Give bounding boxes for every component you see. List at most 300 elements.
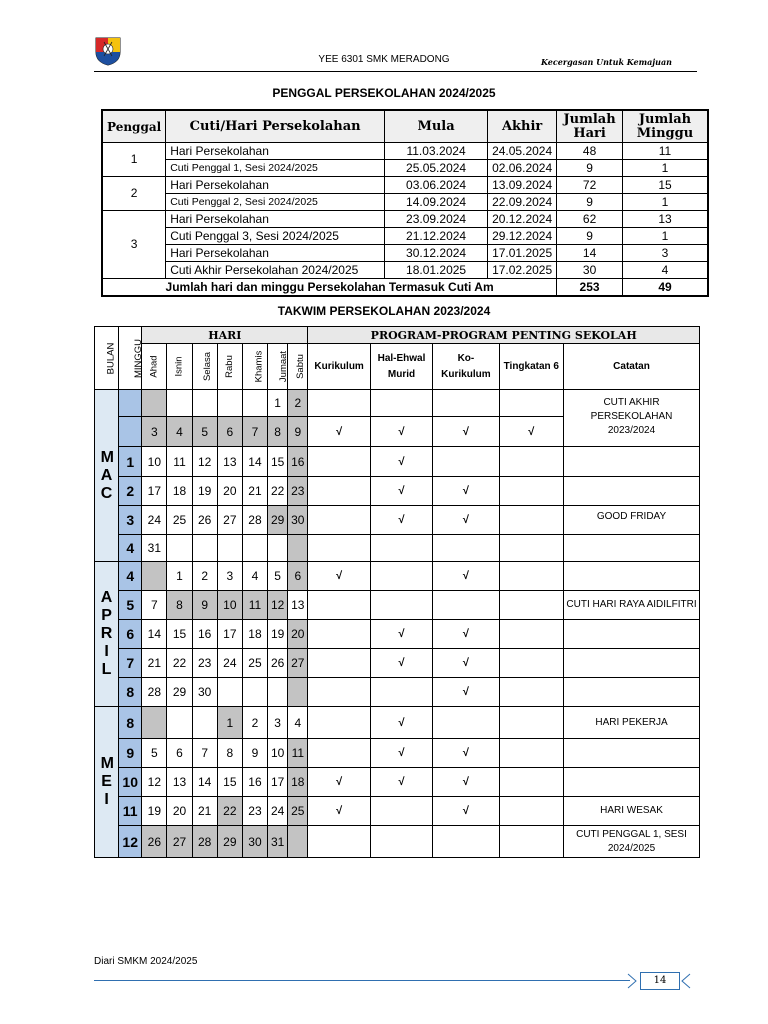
day-cell: 22	[167, 649, 192, 678]
program-check-cell	[433, 390, 499, 417]
total-row	[102, 279, 708, 297]
program-check-cell: √	[308, 797, 370, 826]
total-minggu: 49	[623, 279, 709, 297]
week-number: 9	[119, 739, 142, 768]
penggal-cell: 3	[102, 211, 166, 279]
program-check-cell: √	[433, 620, 499, 649]
day-cell	[167, 390, 192, 417]
akhir-cell: 29.12.2024	[488, 228, 557, 245]
minggu-cell: 1	[623, 160, 709, 177]
label-cell: Hari Persekolahan	[166, 143, 385, 160]
day-cell: 23	[288, 477, 308, 506]
day-cell: 2	[192, 562, 217, 591]
day-cell: 27	[288, 649, 308, 678]
hari-cell: 30	[557, 262, 623, 279]
day-cell: 29	[167, 678, 192, 707]
day-cell: 3	[268, 707, 288, 739]
header-jumlah-minggu: Jumlah Minggu	[623, 110, 709, 143]
note-cell: GOOD FRIDAY	[564, 506, 700, 535]
day-cell	[217, 390, 242, 417]
day-cell: 3	[217, 562, 242, 591]
month-name: APRIL	[100, 589, 113, 678]
day-header-selasa: Selasa	[201, 351, 213, 382]
week-number: 5	[119, 591, 142, 620]
note-cell	[564, 535, 700, 562]
label-cell: Hari Persekolahan	[166, 245, 385, 262]
day-header-ahad: Ahad	[148, 355, 160, 378]
day-cell	[192, 707, 217, 739]
program-check-cell	[370, 535, 432, 562]
school-calendar-table	[94, 326, 700, 858]
minggu-cell: 4	[623, 262, 709, 279]
minggu-cell: 3	[623, 245, 709, 262]
note-cell	[564, 678, 700, 707]
calendar-week-row	[95, 477, 700, 506]
day-cell: 1	[167, 562, 192, 591]
day-cell: 10	[268, 739, 288, 768]
day-header	[242, 344, 267, 390]
program-check-cell: √	[433, 562, 499, 591]
table-row	[102, 143, 708, 160]
program-check-cell: √	[370, 477, 432, 506]
day-cell: 16	[192, 620, 217, 649]
akhir-cell: 17.01.2025	[488, 245, 557, 262]
month-name: MEI	[100, 755, 114, 808]
day-cell: 28	[242, 506, 267, 535]
week-number	[119, 390, 142, 417]
minggu-cell: 1	[623, 194, 709, 211]
day-cell: 8	[167, 591, 192, 620]
day-header	[142, 344, 167, 390]
akhir-cell: 20.12.2024	[488, 211, 557, 228]
footer-text: Diari SMKM 2024/2025	[94, 956, 198, 967]
program-check-cell	[499, 390, 563, 417]
day-cell: 28	[142, 678, 167, 707]
term-table-title: PENGGAL PERSEKOLAHAN 2024/2025	[272, 86, 496, 100]
header-minggu-text: MINGGU	[133, 338, 145, 378]
note-cell	[564, 649, 700, 678]
table-row	[102, 262, 708, 279]
day-cell	[268, 678, 288, 707]
day-cell: 31	[142, 535, 167, 562]
header-bulan-text: BULAN	[105, 342, 117, 374]
calendar-week-row	[95, 707, 700, 739]
minggu-cell: 1	[623, 228, 709, 245]
day-cell: 25	[167, 506, 192, 535]
note-cell	[564, 477, 700, 506]
calendar-week-row	[95, 678, 700, 707]
day-cell: 19	[268, 620, 288, 649]
note-cell	[564, 739, 700, 768]
day-cell: 30	[242, 826, 267, 858]
day-cell: 30	[288, 506, 308, 535]
week-number: 4	[119, 562, 142, 591]
program-check-cell: √	[370, 417, 432, 447]
program-check-cell: √	[433, 797, 499, 826]
table-row	[102, 194, 708, 211]
table-row	[102, 177, 708, 194]
day-cell: 2	[288, 390, 308, 417]
program-header-kurikulum: Kurikulum	[308, 344, 370, 390]
footer-divider	[94, 980, 630, 981]
header-cuti-hari: Cuti/Hari Persekolahan	[166, 110, 385, 143]
day-cell	[192, 535, 217, 562]
day-cell: 8	[217, 739, 242, 768]
day-header-jumaat: Jumaat	[278, 350, 290, 383]
program-check-cell	[433, 826, 499, 858]
note-cell	[564, 768, 700, 797]
program-check-cell: √	[370, 649, 432, 678]
akhir-cell: 17.02.2025	[488, 262, 557, 279]
calendar-week-row	[95, 535, 700, 562]
week-number: 1	[119, 447, 142, 477]
program-check-cell	[433, 447, 499, 477]
program-check-cell	[433, 707, 499, 739]
table-row	[102, 245, 708, 262]
program-check-cell: √	[433, 477, 499, 506]
week-number: 8	[119, 678, 142, 707]
program-check-cell	[499, 562, 563, 591]
program-check-cell: √	[433, 506, 499, 535]
day-cell: 23	[192, 649, 217, 678]
month-label	[95, 707, 119, 858]
program-check-cell	[370, 826, 432, 858]
hari-cell: 62	[557, 211, 623, 228]
day-header-rabu: Rabu	[224, 355, 236, 378]
program-header-kokurikulum: Ko-Kurikulum	[433, 344, 499, 390]
calendar-week-row	[95, 447, 700, 477]
day-cell: 26	[142, 826, 167, 858]
header-hari: HARI	[142, 327, 308, 344]
program-check-cell	[499, 620, 563, 649]
day-cell: 11	[242, 591, 267, 620]
day-cell: 5	[192, 417, 217, 447]
program-header-tingkatan6: Tingkatan 6	[499, 344, 563, 390]
table-row	[102, 211, 708, 228]
minggu-cell: 11	[623, 143, 709, 160]
day-cell	[167, 707, 192, 739]
program-check-cell	[308, 591, 370, 620]
day-cell	[242, 535, 267, 562]
week-number: 12	[119, 826, 142, 858]
akhir-cell: 13.09.2024	[488, 177, 557, 194]
day-cell: 18	[167, 477, 192, 506]
day-cell: 24	[268, 797, 288, 826]
calendar-week-row	[95, 620, 700, 649]
minggu-cell: 15	[623, 177, 709, 194]
program-check-cell	[370, 390, 432, 417]
day-cell: 29	[268, 506, 288, 535]
calendar-week-row	[95, 506, 700, 535]
day-cell	[242, 390, 267, 417]
day-cell	[142, 707, 167, 739]
day-cell: 13	[288, 591, 308, 620]
day-cell: 13	[217, 447, 242, 477]
day-cell: 10	[217, 591, 242, 620]
label-cell: Cuti Penggal 1, Sesi 2024/2025	[166, 160, 385, 177]
day-cell: 3	[142, 417, 167, 447]
calendar-week-row	[95, 390, 700, 417]
week-number: 7	[119, 649, 142, 678]
day-cell: 31	[268, 826, 288, 858]
mula-cell: 21.12.2024	[385, 228, 488, 245]
week-number	[119, 417, 142, 447]
day-cell: 8	[268, 417, 288, 447]
term-table	[101, 109, 709, 297]
program-check-cell: √	[433, 768, 499, 797]
day-cell	[268, 535, 288, 562]
mula-cell: 30.12.2024	[385, 245, 488, 262]
note-cell: CUTI HARI RAYA AIDILFITRI	[564, 591, 700, 620]
day-cell: 10	[142, 447, 167, 477]
day-cell: 26	[268, 649, 288, 678]
program-check-cell	[499, 768, 563, 797]
hari-cell: 48	[557, 143, 623, 160]
day-cell: 12	[268, 591, 288, 620]
day-cell: 6	[167, 739, 192, 768]
program-check-cell	[499, 477, 563, 506]
label-cell: Hari Persekolahan	[166, 211, 385, 228]
total-hari: 253	[557, 279, 623, 297]
day-cell: 1	[268, 390, 288, 417]
program-check-cell	[499, 506, 563, 535]
program-check-cell	[308, 390, 370, 417]
table-row	[102, 228, 708, 245]
day-header-isnin: Isnin	[174, 356, 186, 377]
program-check-cell	[499, 707, 563, 739]
day-cell: 15	[217, 768, 242, 797]
program-check-cell: √	[370, 447, 432, 477]
day-cell: 23	[242, 797, 267, 826]
day-header	[288, 344, 308, 390]
week-number: 11	[119, 797, 142, 826]
day-cell: 15	[167, 620, 192, 649]
akhir-cell: 24.05.2024	[488, 143, 557, 160]
day-cell: 28	[192, 826, 217, 858]
program-check-cell: √	[433, 678, 499, 707]
day-cell: 21	[192, 797, 217, 826]
day-cell: 20	[167, 797, 192, 826]
day-cell: 29	[217, 826, 242, 858]
day-cell: 14	[142, 620, 167, 649]
day-cell	[217, 678, 242, 707]
header-divider	[94, 71, 697, 72]
day-cell: 17	[142, 477, 167, 506]
label-cell: Cuti Penggal 2, Sesi 2024/2025	[166, 194, 385, 211]
program-check-cell	[308, 826, 370, 858]
calendar-week-row	[95, 797, 700, 826]
day-cell: 17	[268, 768, 288, 797]
page-number: 14	[640, 972, 680, 990]
program-check-cell: √	[433, 417, 499, 447]
day-cell: 15	[268, 447, 288, 477]
day-cell	[167, 535, 192, 562]
program-check-cell	[308, 739, 370, 768]
day-cell: 4	[167, 417, 192, 447]
hari-cell: 9	[557, 160, 623, 177]
total-label: Jumlah hari dan minggu Persekolahan Termasuk Cuti Am	[102, 279, 557, 297]
calendar-week-row	[95, 591, 700, 620]
day-cell: 27	[167, 826, 192, 858]
day-cell	[288, 678, 308, 707]
day-cell: 13	[167, 768, 192, 797]
day-header	[192, 344, 217, 390]
day-cell: 27	[217, 506, 242, 535]
note-cell	[564, 562, 700, 591]
program-header-catatan: Catatan	[564, 344, 700, 390]
day-cell	[217, 535, 242, 562]
day-cell	[288, 535, 308, 562]
day-cell: 22	[268, 477, 288, 506]
calendar-week-row	[95, 649, 700, 678]
calendar-week-row	[95, 739, 700, 768]
week-number: 10	[119, 768, 142, 797]
program-check-cell	[308, 535, 370, 562]
day-cell: 6	[288, 562, 308, 591]
day-cell: 20	[288, 620, 308, 649]
mula-cell: 23.09.2024	[385, 211, 488, 228]
program-check-cell: √	[433, 739, 499, 768]
day-cell: 18	[242, 620, 267, 649]
day-cell: 22	[217, 797, 242, 826]
program-check-cell	[308, 707, 370, 739]
mula-cell: 03.06.2024	[385, 177, 488, 194]
calendar-body	[95, 390, 700, 858]
week-number: 6	[119, 620, 142, 649]
day-cell: 19	[192, 477, 217, 506]
akhir-cell: 02.06.2024	[488, 160, 557, 177]
hari-cell: 14	[557, 245, 623, 262]
month-name: MAC	[100, 448, 114, 502]
day-cell: 9	[192, 591, 217, 620]
akhir-cell: 22.09.2024	[488, 194, 557, 211]
note-cell: CUTI PENGGAL 1, SESI 2024/2025	[564, 826, 700, 858]
header-bulan	[95, 327, 119, 390]
program-check-cell	[308, 477, 370, 506]
day-cell: 30	[192, 678, 217, 707]
day-cell: 20	[217, 477, 242, 506]
day-cell: 16	[242, 768, 267, 797]
day-cell: 4	[242, 562, 267, 591]
program-check-cell: √	[370, 739, 432, 768]
program-check-cell	[499, 591, 563, 620]
header-program: PROGRAM-PROGRAM PENTING SEKOLAH	[308, 327, 700, 344]
day-cell: 12	[142, 768, 167, 797]
program-check-cell: √	[308, 768, 370, 797]
program-check-cell: √	[370, 506, 432, 535]
month-label	[95, 390, 119, 562]
mula-cell: 25.05.2024	[385, 160, 488, 177]
mula-cell: 14.09.2024	[385, 194, 488, 211]
program-check-cell: √	[433, 649, 499, 678]
program-check-cell	[370, 591, 432, 620]
day-cell: 18	[288, 768, 308, 797]
program-check-cell: √	[370, 768, 432, 797]
day-header	[268, 344, 288, 390]
day-cell: 24	[142, 506, 167, 535]
program-check-cell: √	[308, 417, 370, 447]
day-cell: 14	[192, 768, 217, 797]
day-cell: 16	[288, 447, 308, 477]
header-jumlah-hari: Jumlah Hari	[557, 110, 623, 143]
week-number: 3	[119, 506, 142, 535]
table-row	[102, 160, 708, 177]
note-cell: HARI PEKERJA	[564, 707, 700, 739]
program-check-cell	[499, 797, 563, 826]
day-cell: 14	[242, 447, 267, 477]
day-cell: 19	[142, 797, 167, 826]
label-cell: Hari Persekolahan	[166, 177, 385, 194]
day-cell: 7	[242, 417, 267, 447]
program-check-cell	[499, 447, 563, 477]
day-cell: 25	[242, 649, 267, 678]
day-header	[167, 344, 192, 390]
day-cell: 24	[217, 649, 242, 678]
hari-cell: 9	[557, 228, 623, 245]
day-cell: 11	[167, 447, 192, 477]
day-cell: 5	[268, 562, 288, 591]
hari-cell: 9	[557, 194, 623, 211]
program-check-cell	[499, 739, 563, 768]
day-cell	[288, 826, 308, 858]
day-header-khamis: Khamis	[253, 350, 265, 383]
program-check-cell	[308, 678, 370, 707]
program-check-cell	[370, 562, 432, 591]
day-cell: 12	[192, 447, 217, 477]
day-cell	[142, 562, 167, 591]
note-cell: CUTI AKHIR PERSEKOLAHAN 2023/2024	[564, 390, 700, 447]
program-check-cell	[499, 535, 563, 562]
program-check-cell	[370, 678, 432, 707]
program-check-cell	[308, 506, 370, 535]
penggal-cell: 1	[102, 143, 166, 177]
day-cell: 4	[288, 707, 308, 739]
day-cell: 25	[288, 797, 308, 826]
label-cell: Cuti Akhir Persekolahan 2024/2025	[166, 262, 385, 279]
program-check-cell	[370, 797, 432, 826]
header-title: YEE 6301 SMK MERADONG	[318, 54, 450, 65]
day-header-sabtu: Sabtu	[295, 354, 307, 379]
day-cell: 5	[142, 739, 167, 768]
day-cell: 11	[288, 739, 308, 768]
day-cell: 1	[217, 707, 242, 739]
week-number: 2	[119, 477, 142, 506]
calendar-week-row	[95, 768, 700, 797]
program-check-cell	[499, 826, 563, 858]
day-cell: 26	[192, 506, 217, 535]
program-check-cell: √	[370, 620, 432, 649]
mula-cell: 11.03.2024	[385, 143, 488, 160]
day-cell: 9	[288, 417, 308, 447]
month-label	[95, 562, 119, 707]
program-check-cell	[308, 447, 370, 477]
calendar-title: TAKWIM PERSEKOLAHAN 2023/2024	[277, 304, 491, 318]
penggal-cell: 2	[102, 177, 166, 211]
day-cell: 9	[242, 739, 267, 768]
day-cell: 21	[242, 477, 267, 506]
header-motto: Kecergasan Untuk Kemajuan	[541, 57, 672, 67]
day-cell	[242, 678, 267, 707]
note-cell	[564, 447, 700, 477]
program-check-cell	[308, 649, 370, 678]
header-akhir: Akhir	[488, 110, 557, 143]
week-number: 8	[119, 707, 142, 739]
header-mula: Mula	[385, 110, 488, 143]
minggu-cell: 13	[623, 211, 709, 228]
day-cell: 2	[242, 707, 267, 739]
program-check-cell	[433, 591, 499, 620]
calendar-week-row	[95, 826, 700, 858]
